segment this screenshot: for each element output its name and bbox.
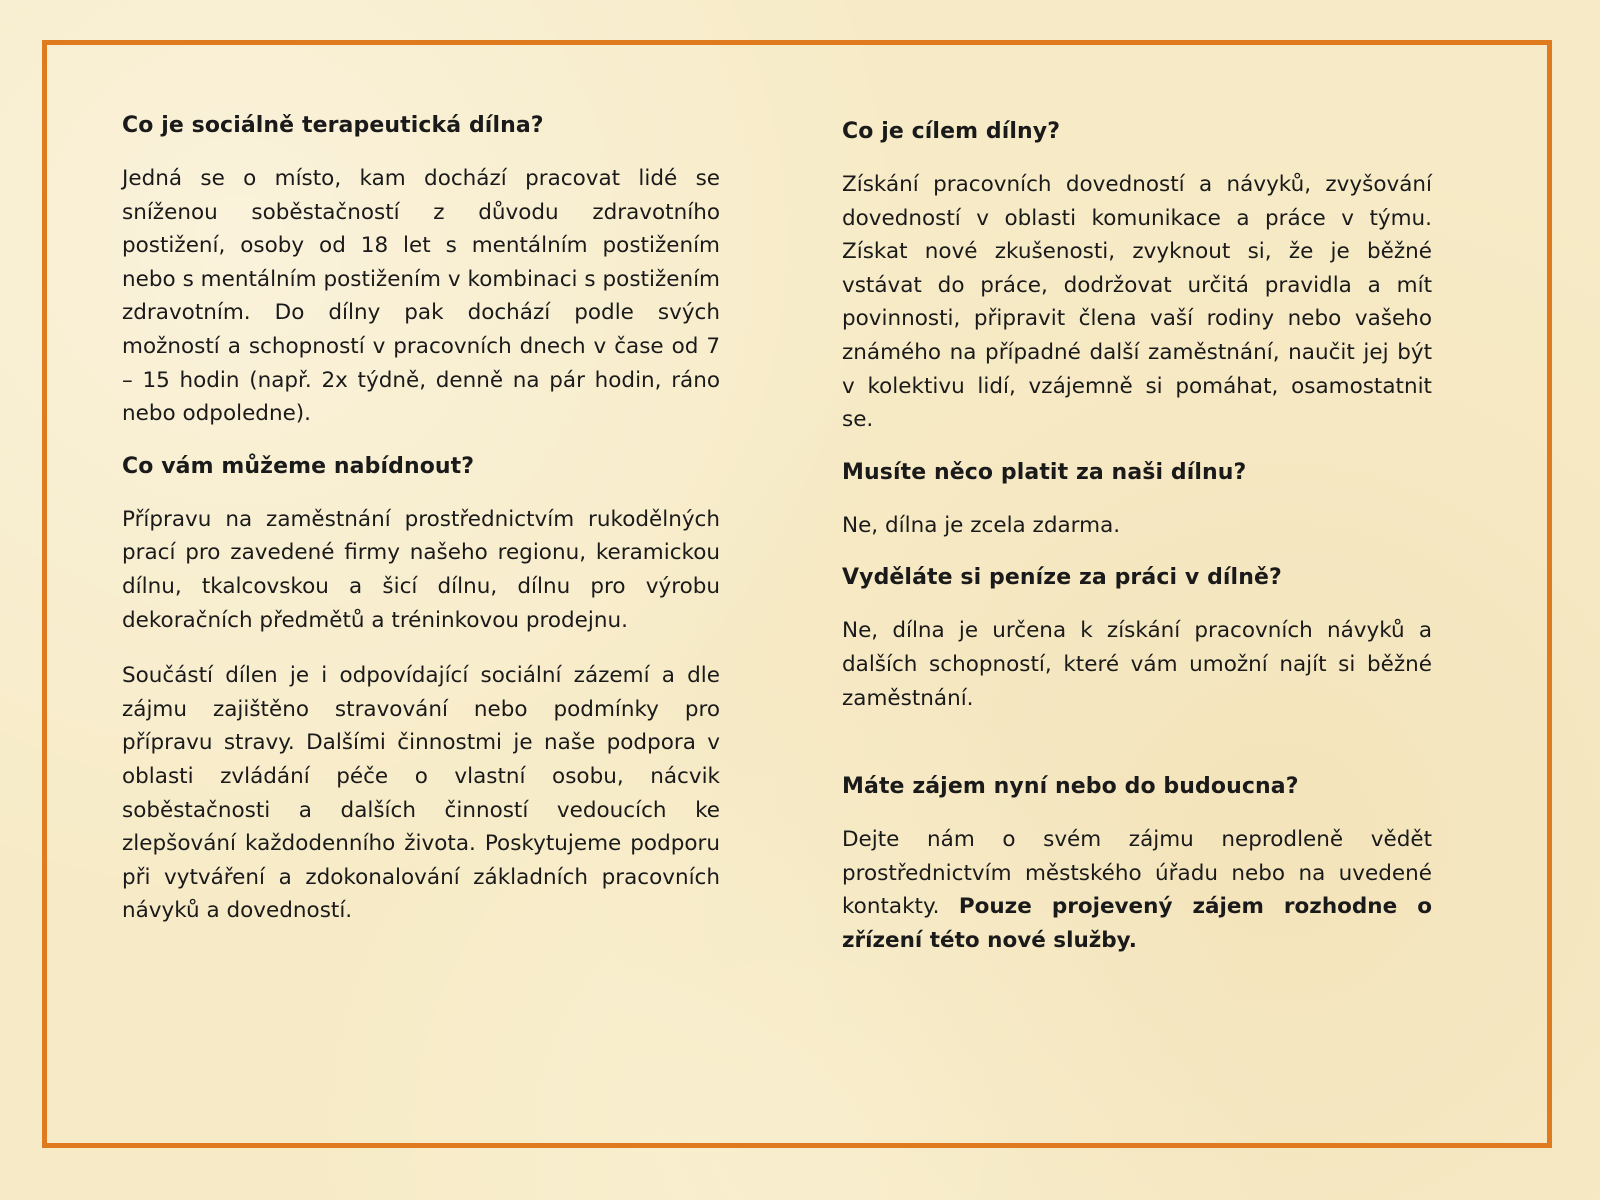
heading-workshop-goal: Co je cílem dílny? (842, 119, 1061, 144)
interest-end: . (1128, 927, 1137, 953)
heading-earnings: Vyděláte si peníze za práci v dílně? (842, 565, 1282, 591)
paragraph-workshop-goal: Získání pracovních dovedností a návyků, zvyšování dovedností v oblasti komunikace a práce v týmu. Získat nové zkušenosti, zvyknout si, že je běžné vstávat do práce, dodržovat určitá pravidla a mít povinnosti, připravit člena vaší rodiny nebo vašeho známého na případné další zaměstnání, naučit jej být v kolektivu lidí, vzájemně si pomáhat, osamostatnit se. (842, 172, 1432, 433)
paragraph-payment: Ne, dílna je zcela zdarma. (842, 512, 1121, 538)
heading-payment: Musíte něco platit za naši dílnu? (842, 459, 1247, 485)
left-column (122, 112, 720, 950)
paragraph-earnings: Ne, dílna je určena k získání pracovních návyků a dalších schopností, které vám umožní najít si běžné zaměstnání. (842, 618, 1432, 711)
interest-text: Dejte nám o svém zájmu neprodleně vědět prostřednictvím městského úřadu nebo na uvedené kontakty. (842, 827, 1432, 920)
paragraph-what-we-offer: Přípravu na zaměstnání prostřednictvím rukodělných prací pro zavedené firmy našeho regionu, keramickou dílnu, tkalcovskou a šicí dílnu, dílnu pro výrobu dekoračních předmětů a tréninkovou prodejnu. (122, 506, 720, 633)
interest-emphasis: Pouze projevený zájem rozhodne o zřízení této nové služby (842, 894, 1432, 953)
heading-interest: Máte zájem nyní nebo do budoucna? (842, 774, 1299, 800)
paragraph-interest (842, 823, 1432, 957)
right-column (842, 118, 1432, 980)
heading-what-is-workshop: Co je sociálně terapeutická dílna? (122, 113, 544, 138)
paragraph-what-is-workshop: Jedná se o místo, kam dochází pracovat lidé se sníženou soběstačností z důvodu zdravotního postižení, osoby od 18 let s mentálním postižením nebo s mentálním postižením v kombinaci s postižením zdravotním. Do dílny pak dochází podle svých možností a schopností v pracovních dnech v čase od 7 – 15 hodin (např. 2x týdně, denně na pár hodin, ráno nebo odpoledne). (122, 166, 720, 427)
paragraph-workshop-facilities: Součástí dílen je i odpovídající sociální zázemí a dle zájmu zajištěno stravování nebo podmínky pro přípravu stravy. Dalšími činnostmi je naše podpora v oblasti zvládání péče o vlastní osobu, nácvik soběstačnosti a dalších činností vedoucích ke zlepšování každodenního života. Poskytujeme podporu při vytváření a zdokonalování základních pracovních návyků a dovedností. (122, 663, 720, 924)
heading-what-we-offer: Co vám můžeme nabídnout? (122, 453, 475, 479)
